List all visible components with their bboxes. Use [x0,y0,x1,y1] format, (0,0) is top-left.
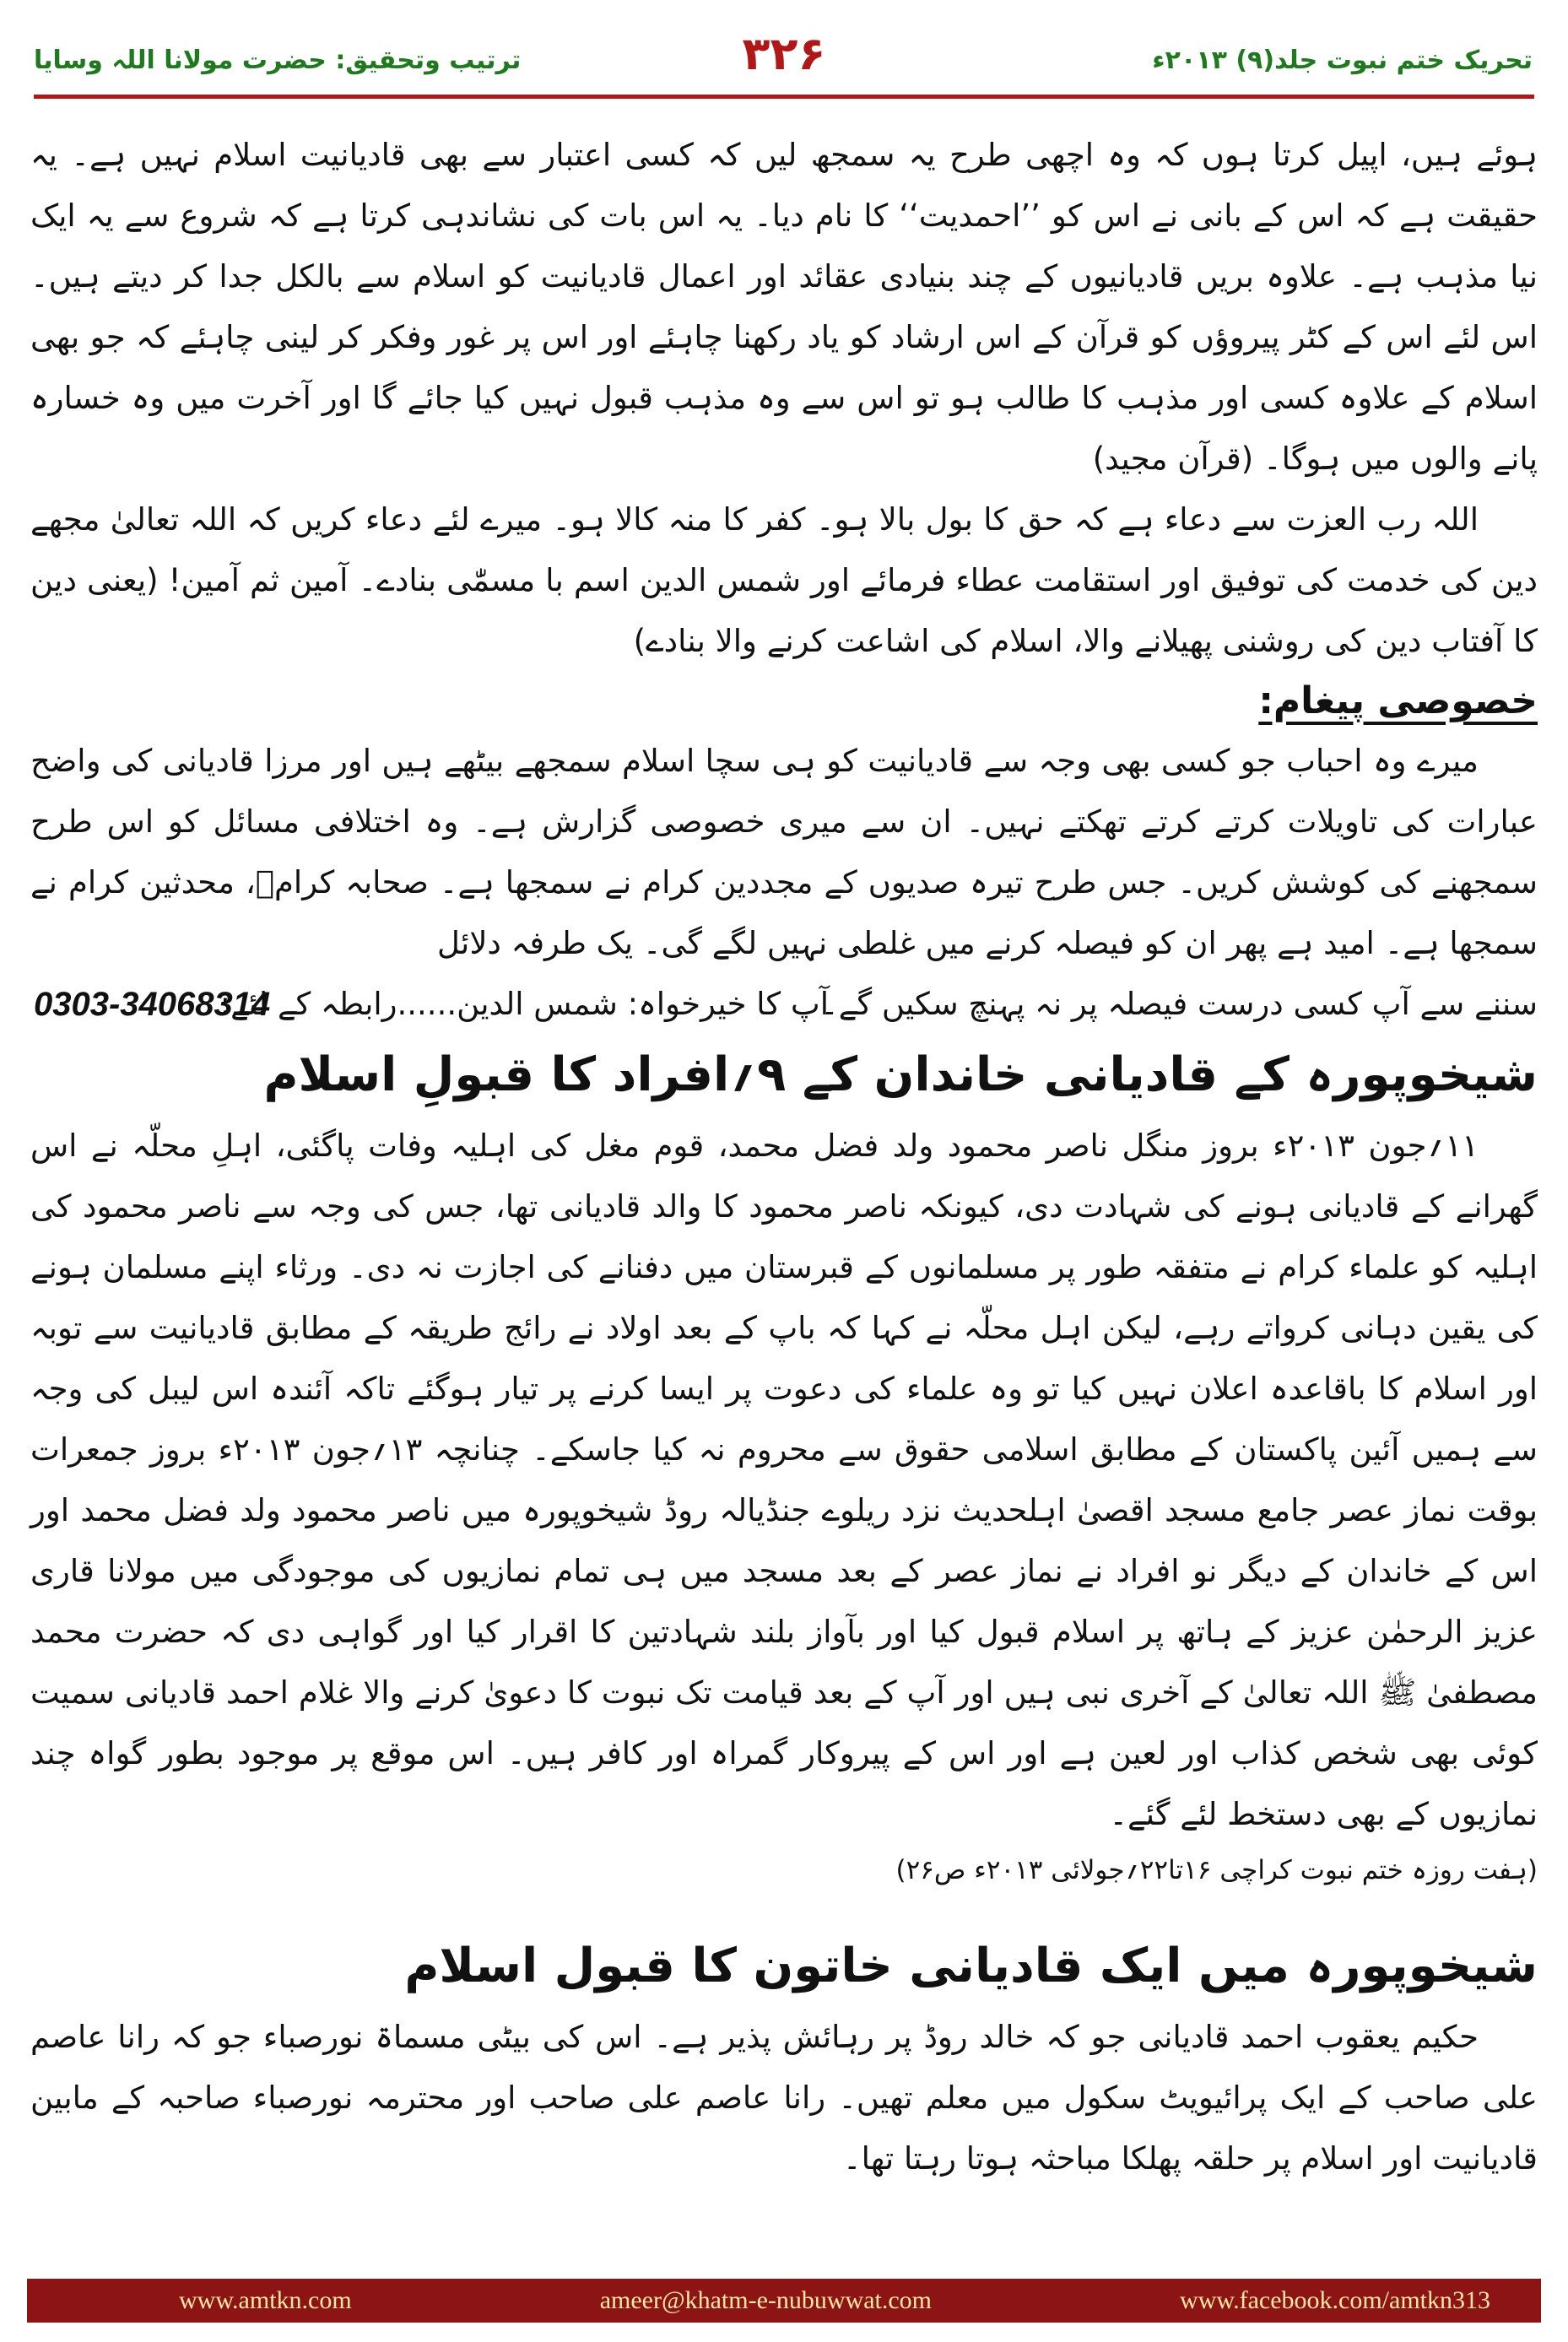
email-link[interactable]: ameer@khatm-e-nubuwwat.com [599,2286,933,2314]
paragraph-family-conversion: ۱۱؍جون ۲۰۱۳ء بروز منگل ناصر محمود ولد فضل محمد، قوم مغل کی اہلیہ وفات پاگئی، اہلِ محلّہ نے اس گھرانے کے قادیانی ہونے کی شہادت دی، کیونکہ ناصر محمود کا والد قادیانی تھا، جس کی وجہ سے ناصر محمود کی اہلیہ کو علماء کرام نے متفقہ طور پر مسلمانوں کے قبرستان میں دفنانے کی اجازت نہ دی۔ ورثاء اپنے مسلمان ہونے کی یقین دہانی کرواتے رہے، لیکن اہل محلّہ نے کہا کہ باپ کے بعد اولاد نے رائج طریقہ کے مطابق قادیانیت سے توبہ اور اسلام کا باقاعدہ اعلان نہیں کیا تو وہ علماء کی دعوت پر ایسا کرنے پر تیار ہوگئے تاکہ آئندہ اس لیبل کی وجہ سے ہمیں آئین پاکستان کے مطابق اسلامی حقوق سے محروم نہ کیا جاسکے۔ چنانچہ ۱۳؍جون ۲۰۱۳ء بروز جمعرات بوقت نماز عصر جامع مسجد اقصیٰ اہلحدیث نزد ریلوے جنڈیالہ روڈ شیخوپورہ میں ناصر محمود ولد فضل محمد اور اس کے خاندان کے دیگر نو افراد نے نماز عصر کے بعد مسجد میں ہی تمام نمازیوں کی موجودگی میں مولانا قاری عزیز الرحمٰن عزیز کے ہاتھ پر اسلام قبول کیا اور بآواز بلند شہادتین کا اقرار کیا اور گواہی دی کہ حضرت محمد مصطفیٰ ﷺ اللہ تعالیٰ کے آخری نبی ہیں اور آپ کے بعد قیامت تک نبوت کا دعویٰ کرنے والا غلام احمد قادیانی سمیت کوئی بھی شخص کذاب اور لعین ہے اور اس کے پیروکار گمراہ اور کافر ہیں۔ اس موقع پر موجود بطور گواہ چند نمازیوں کے بھی دستخط لئے گئے۔ [30,1128,1538,1832]
page-footer [27,2279,1541,2323]
contact-phone-number: 0303-34068314 [34,986,271,1023]
paragraph-special-message: میرے وہ احباب جو کسی بھی وجہ سے قادیانیت کو ہی سچا اسلام سمجھے بیٹھے ہیں اور مرزا قادیانی کی واضح عبارات کی تاویلات کرتے کرتے تھکتے نہیں۔ ان سے میری خصوصی گزارش ہے۔ وہ اختلافی مسائل کو اس طرح سمجھنے کی کوشش کریں۔ جس طرح تیرہ صدیوں کے مجددین کرام نے سمجھا ہے۔ صحابہ کرامؓ، محدثین کرام نے سمجھا ہے۔ امید ہے پھر ان کو فیصلہ کرنے میں غلطی نہیں لگے گی۔ یک طرفہ دلائل [30,743,1538,961]
section-title-woman-conversion: شیخوپورہ میں ایک قادیانی خاتون کا قبول اسلام [404,1939,1538,1993]
paragraph-woman-conversion: حکیم یعقوب احمد قادیانی جو کہ خالد روڈ پر رہائش پذیر ہے۔ اس کی بیٹی مسماۃ نورصباء جو کہ رانا عاصم علی صاحب کے ایک پرائیویٹ سکول میں معلم تھیں۔ رانا عاصم علی صاحب اور محترمہ نورصباء صاحبہ کے مابین قادیانیت اور اسلام پر حلقہ پھلکا مباحثہ ہوتا رہتا تھا۔ [30,2019,1538,2177]
facebook-link[interactable]: www.facebook.com/amtkn313 [1180,2286,1490,2314]
well-wisher-signature: آپ کا خیرخواہ: شمس الدین......رابطہ کے لئے: [219,986,829,1022]
source-reference: (ہفت روزہ ختم نبوت کراچی ۱۶تا۲۲؍جولائی ۲۰۱۳ء ص۲۶) [895,1855,1538,1885]
paragraph-dua: اللہ رب العزت سے دعاء ہے کہ حق کا بول بالا ہو۔ کفر کا منہ کالا ہو۔ میرے لئے دعاء کریں کہ اللہ تعالیٰ مجھے دین کی خدمت کی توفیق اور استقامت عطاء فرمائے اور شمس الدین اسم با مسمّٰی بنادے۔ آمین ثم آمین! (یعنی دین کا آفتاب دین کی روشنی پھیلانے والا، اسلام کی اشاعت کرنے والا بنادے) [30,501,1538,659]
header-divider [34,95,1534,99]
page-content [30,125,1538,2189]
page-header [0,24,1568,91]
section-title-family-conversion: شیخوپورہ کے قادیانی خاندان کے ۹؍افراد کا قبولِ اسلام [263,1047,1538,1102]
special-message-heading: خصوصی پیغام: [1258,679,1538,722]
closing-sentence: سننے سے آپ کسی درست فیصلہ پر نہ پہنچ سکیں گے۔ [820,986,1538,1022]
compiler-credit: ترتیب وتحقیق: حضرت مولانا اللہ وسایا [34,46,522,75]
website-link[interactable]: www.amtkn.com [179,2286,352,2314]
paragraph-qadianiyat-not-islam: ہوئے ہیں، اپیل کرتا ہوں کہ وہ اچھی طرح یہ سمجھ لیں کہ کسی اعتبار سے بھی قادیانیت اسلام نہیں ہے۔ یہ حقیقت ہے کہ اس کے بانی نے اس کو ’’احمدیت‘‘ کا نام دیا۔ یہ اس بات کی نشاندہی کرتا ہے کہ شروع سے یہ ایک نیا مذہب ہے۔ علاوہ بریں قادیانیوں کے چند بنیادی عقائد اور اعمال قادیانیت کو اسلام سے بالکل جدا کر دیتے ہیں۔ اس لئے اس کے کٹر پیروؤں کو قرآن کے اس ارشاد کو یاد رکھنا چاہئے اور اس پر غور وفکر کر لینی چاہئے کہ جو بھی اسلام کے علاوہ کسی اور مذہب کا طالب ہو تو اس سے وہ مذہب قبول نہیں کیا جائے گا اور آخرت میں وہ خسارہ پانے والوں میں ہوگا۔ (قرآن مجید) [30,137,1538,477]
contact-line [30,974,1538,1035]
page-number: ۳۲۶ [742,27,826,80]
book-title: تحریک ختم نبوت جلد(۹) ۲۰۱۳ء [1152,46,1533,75]
